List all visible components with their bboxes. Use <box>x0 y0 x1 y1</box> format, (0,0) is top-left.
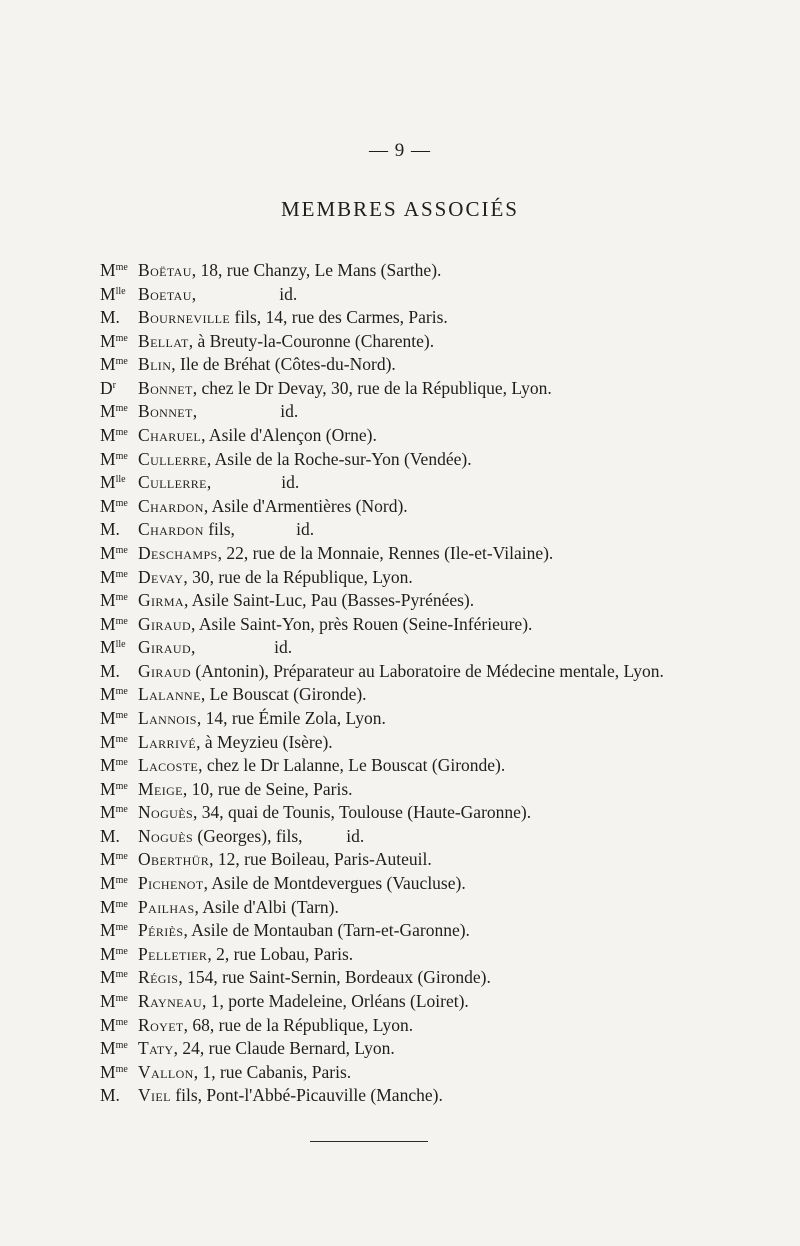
member-details: , chez le Dr Devay, 30, rue de la République, Lyon. <box>192 377 552 398</box>
member-entry <box>100 303 720 327</box>
member-surname: Giraud <box>138 660 192 681</box>
member-surname: Vallon <box>138 1061 194 1082</box>
member-entry <box>100 1058 720 1082</box>
member-details: , Asile d'Albi (Tarn). <box>194 896 339 917</box>
member-surname: Royet <box>138 1014 184 1035</box>
section-heading: MEMBRES ASSOCIÉS <box>281 197 519 221</box>
member-entry <box>100 1011 720 1035</box>
member-title: $M^{me}$ <box>100 896 128 917</box>
member-details: , à Meyzieu (Isère). <box>196 731 333 752</box>
member-details: , 24, rue Claude Bernard, Lyon. <box>173 1038 395 1059</box>
member-surname: Deschamps <box>138 542 218 563</box>
member-title: $M^{me}$ <box>100 943 128 964</box>
member-entry <box>100 539 720 563</box>
member-details: fils, id. <box>203 519 315 540</box>
member-details: (Georges), fils, id. <box>193 825 365 846</box>
member-surname: Taty <box>138 1038 174 1059</box>
member-entry <box>100 468 720 492</box>
member-title: $M^{me}$ <box>100 590 128 611</box>
member-surname: Périès <box>138 920 184 941</box>
member-surname: Boëtau <box>138 260 192 280</box>
member-details: fils, 14, rue des Carmes, Paris. <box>230 307 448 328</box>
member-surname: Lacoste <box>138 755 199 776</box>
member-title: $D^r$ <box>100 377 116 398</box>
member-surname: Chardon <box>138 495 204 516</box>
member-title: $M^{me}$ <box>100 920 128 941</box>
member-details: (Antonin), Préparateur au Laboratoire de Médecine mentale, Lyon. <box>191 660 664 681</box>
member-details: , 30, rue de la République, Lyon. <box>183 566 413 587</box>
member-entry <box>100 775 720 799</box>
member-details: , 68, rue de la République, Lyon. <box>183 1014 414 1035</box>
member-entry <box>100 680 720 704</box>
member-surname: Giraud <box>138 637 192 658</box>
member-surname: Bonnet <box>138 401 193 422</box>
member-title: $M^{me}$ <box>100 802 128 823</box>
member-title: $M^{me}$ <box>100 990 128 1011</box>
member-entry <box>100 987 720 1011</box>
member-title: $M^{lle}$ <box>100 283 126 304</box>
member-entry <box>100 657 720 681</box>
member-surname: Pichenot <box>138 873 204 894</box>
member-title: M. <box>100 307 120 328</box>
member-title: $M^{me}$ <box>100 967 128 988</box>
member-surname: Girma <box>138 590 184 611</box>
member-surname: Pailhas <box>138 896 195 917</box>
member-title: M. <box>100 1085 120 1106</box>
member-title: $M^{me}$ <box>100 1061 128 1082</box>
member-entry <box>100 798 720 822</box>
member-entry <box>100 327 720 351</box>
member-title: $M^{me}$ <box>100 849 128 870</box>
member-entry <box>100 869 720 893</box>
member-surname: Oberthür <box>138 849 210 870</box>
member-title: $M^{me}$ <box>100 1014 128 1035</box>
member-details: , id. <box>192 401 299 422</box>
member-title: $M^{me}$ <box>100 566 128 587</box>
member-entry <box>100 492 720 516</box>
member-entry <box>100 586 720 610</box>
member-title: $M^{me}$ <box>100 707 128 728</box>
member-surname: Larrivé <box>138 731 197 752</box>
member-entry <box>100 704 720 728</box>
member-list <box>100 256 720 1105</box>
member-title: $M^{me}$ <box>100 330 128 351</box>
member-title: $M^{me}$ <box>100 778 128 799</box>
member-details: , 10, rue de Seine, Paris. <box>182 778 353 799</box>
member-details: , 2, rue Lobau, Paris. <box>207 943 354 964</box>
member-entry <box>100 445 720 469</box>
member-details: , id. <box>206 472 300 493</box>
member-details: , Asile d'Armentières (Nord). <box>203 495 408 516</box>
member-details: , Asile Saint-Yon, près Rouen (Seine-Inférieure). <box>191 613 533 634</box>
member-title: M. <box>100 825 120 846</box>
member-details: , Le Bouscat (Gironde). <box>200 684 367 705</box>
member-surname: Régis <box>138 967 179 988</box>
member-surname: Giraud <box>138 613 192 634</box>
member-entry <box>100 728 720 752</box>
member-title: $M^{me}$ <box>100 613 128 634</box>
member-details: , id. <box>191 283 298 304</box>
member-entry <box>100 940 720 964</box>
member-details: , 1, porte Madeleine, Orléans (Loiret). <box>202 990 469 1011</box>
member-details: , à Breuty-la-Couronne (Charente). <box>188 330 435 351</box>
member-details: , Asile Saint-Luc, Pau (Basses-Pyrénées). <box>183 590 475 611</box>
member-entry <box>100 963 720 987</box>
member-entry <box>100 751 720 775</box>
member-details: , 18, rue Chanzy, Le Mans (Sarthe). <box>191 260 442 280</box>
member-surname: Bonnet <box>138 377 193 398</box>
member-entry <box>100 916 720 940</box>
member-details: , 1, rue Cabanis, Paris. <box>193 1061 352 1082</box>
member-entry <box>100 256 720 280</box>
member-details: , Ile de Bréhat (Côtes-du-Nord). <box>171 354 396 375</box>
member-details: , 22, rue de la Monnaie, Rennes (Ile-et-Vilaine). <box>217 542 554 563</box>
member-title: $M^{me}$ <box>100 260 128 280</box>
member-entry <box>100 421 720 445</box>
member-entry <box>100 822 720 846</box>
closing-rule <box>310 1141 428 1142</box>
member-title: $M^{lle}$ <box>100 472 126 493</box>
member-surname: Pelletier <box>138 943 208 964</box>
member-title: $M^{me}$ <box>100 731 128 752</box>
member-entry <box>100 397 720 421</box>
member-entry <box>100 893 720 917</box>
member-entry <box>100 633 720 657</box>
member-title: $M^{me}$ <box>100 495 128 516</box>
member-title: $M^{me}$ <box>100 425 128 446</box>
member-entry <box>100 280 720 304</box>
member-surname: Boetau <box>138 283 192 304</box>
member-surname: Cullerre <box>138 472 207 493</box>
member-surname: Blin <box>138 354 172 375</box>
member-details: , Asile d'Alençon (Orne). <box>201 425 377 446</box>
member-entry <box>100 563 720 587</box>
member-title: $M^{me}$ <box>100 684 128 705</box>
member-entry <box>100 374 720 398</box>
member-entry <box>100 1034 720 1058</box>
member-surname: Rayneau <box>138 990 203 1011</box>
member-title: $M^{me}$ <box>100 542 128 563</box>
member-title: $M^{me}$ <box>100 354 128 375</box>
member-entry <box>100 350 720 374</box>
member-title: $M^{me}$ <box>100 873 128 894</box>
member-details: , Asile de Montauban (Tarn-et-Garonne). <box>183 920 470 941</box>
member-entry <box>100 610 720 634</box>
member-title: M. <box>100 519 120 540</box>
member-surname: Noguès <box>138 825 194 846</box>
member-entry <box>100 515 720 539</box>
member-surname: Lannois <box>138 707 197 728</box>
member-surname: Noguès <box>138 802 194 823</box>
member-title: M. <box>100 660 120 681</box>
member-details: , chez le Dr Lalanne, Le Bouscat (Gironde). <box>198 755 506 776</box>
member-surname: Viel <box>138 1085 171 1106</box>
member-surname: Chardon <box>138 519 204 540</box>
member-details: , 14, rue Émile Zola, Lyon. <box>196 707 386 728</box>
member-surname: Bellat <box>138 330 189 351</box>
member-details: , 12, rue Boileau, Paris-Auteuil. <box>209 849 432 870</box>
member-entry <box>100 1081 720 1105</box>
member-surname: Devay <box>138 566 184 587</box>
member-details: , 34, quai de Tounis, Toulouse (Haute-Garonne). <box>193 802 532 823</box>
member-surname: Lalanne <box>138 684 201 705</box>
member-details: , Asile de la Roche-sur-Yon (Vendée). <box>206 448 472 469</box>
member-surname: Cullerre <box>138 448 207 469</box>
member-details: , id. <box>191 637 293 658</box>
member-surname: Meige <box>138 778 183 799</box>
member-title: $M^{me}$ <box>100 401 128 422</box>
page-number: — 9 — <box>369 140 431 161</box>
member-surname: Charuel <box>138 425 202 446</box>
member-details: , 154, rue Saint-Sernin, Bordeaux (Gironde). <box>178 967 491 988</box>
member-title: $M^{me}$ <box>100 755 128 776</box>
member-title: $M^{me}$ <box>100 1038 128 1059</box>
member-title: $M^{me}$ <box>100 448 128 469</box>
member-details: , Asile de Montdevergues (Vaucluse). <box>203 873 466 894</box>
member-surname: Bourneville <box>138 307 231 328</box>
member-entry <box>100 845 720 869</box>
member-title: $M^{lle}$ <box>100 637 126 658</box>
member-details: fils, Pont-l'Abbé-Picauville (Manche). <box>170 1085 443 1106</box>
